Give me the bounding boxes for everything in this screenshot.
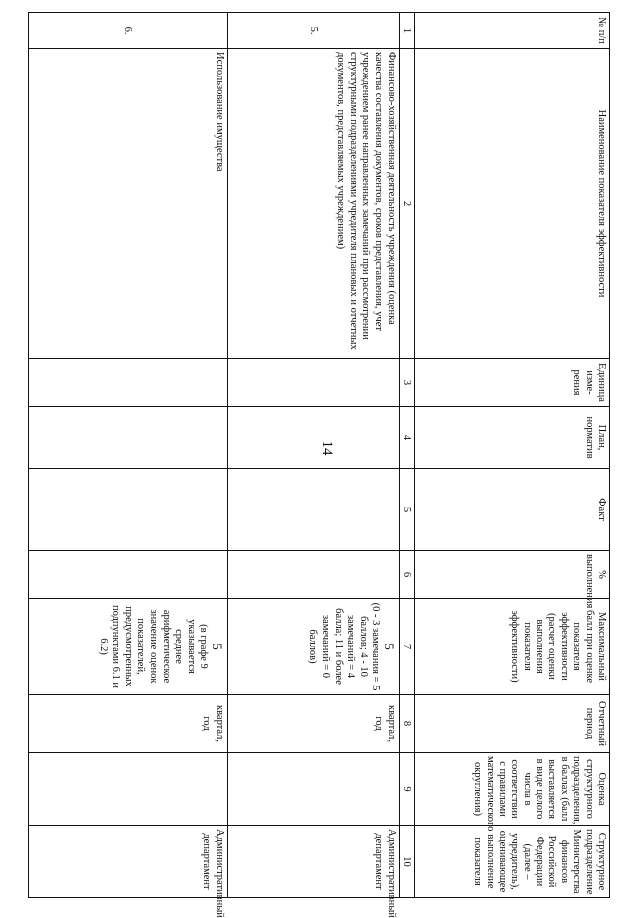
column-number: 1 — [400, 13, 415, 49]
column-number: 4 — [400, 407, 415, 469]
column-number: 6 — [400, 551, 415, 599]
header-unit: Единица изме-рения — [415, 359, 610, 407]
column-number: 8 — [400, 695, 415, 753]
max-score-cell — [228, 599, 400, 695]
header-department: Структурное подразделение Министерства финансов Российской Федерации (далее – учредитель), оценивающее выполнение показателя — [415, 826, 610, 898]
period-cell: квартал, год — [228, 695, 400, 753]
max-score-value: 5 — [210, 643, 225, 650]
max-score-cell — [29, 599, 228, 695]
column-number: 7 — [400, 599, 415, 695]
department-score-cell — [29, 753, 228, 826]
department-cell: Административный департамент — [228, 826, 400, 898]
table-row — [29, 13, 228, 898]
department-cell: Административный департамент — [29, 826, 228, 898]
header-plan: План, норматив — [415, 407, 610, 469]
unit-cell — [29, 359, 228, 407]
header-percent: % выполнения — [415, 551, 610, 599]
percent-cell — [228, 551, 400, 599]
unit-cell — [228, 359, 400, 407]
column-number: 2 — [400, 49, 415, 359]
period-cell: квартал, год — [29, 695, 228, 753]
column-number: 9 — [400, 753, 415, 826]
department-score-cell — [228, 753, 400, 826]
rotated-table-container — [28, 12, 610, 918]
row-number: 6. — [29, 13, 228, 49]
header-row — [415, 13, 610, 898]
fact-cell — [29, 469, 228, 551]
header-department-score: Оценка структурного подразделения, в баллах (балл выставляется в виде целого числа в соответствии с правилами математического округления) — [415, 753, 610, 826]
row-number: 5. — [228, 13, 400, 49]
header-period: Отчетный период — [415, 695, 610, 753]
header-fact: Факт — [415, 469, 610, 551]
plan-cell — [29, 407, 228, 469]
column-number: 3 — [400, 359, 415, 407]
fact-cell — [228, 469, 400, 551]
header-max-score: Максимальный балл при оценке показателя эффективности (расчет оценки выполнения показателя эффективности) — [415, 599, 610, 695]
percent-cell — [29, 551, 228, 599]
indicator-name: Использование имущества — [29, 49, 228, 359]
indicator-name: Финансово-хозяйственная деятельность учреждения (оценка качества составления документов, сроков представления, учет учреждением ранее направленных замечаний при рассмотрении структурными подразделениями учредителя плановых и отчетных документов, представляемых учреждением) — [228, 49, 400, 359]
column-number: 5 — [400, 469, 415, 551]
table-row — [228, 13, 400, 898]
max-score-value: 5 — [382, 643, 397, 650]
header-no: № п/п — [415, 13, 610, 49]
max-score-detail: (0 - 3 замечания = 5 баллов; 4 - 10 замечаний = 4 балла; 11 и более замечаний = 0 баллов) — [307, 602, 382, 691]
plan-cell — [228, 407, 400, 469]
page-number: 14 — [319, 440, 335, 456]
efficiency-indicators-table — [28, 12, 610, 918]
max-score-detail: (в графе 9 указывается среднее арифметическое значение оценок показателей, предусмотренных подпунктами 6.1 и 6.2) — [97, 605, 210, 688]
column-number: 10 — [400, 826, 415, 898]
column-number-row — [400, 13, 415, 898]
header-name: Наименование показателя эффективности — [415, 49, 610, 359]
